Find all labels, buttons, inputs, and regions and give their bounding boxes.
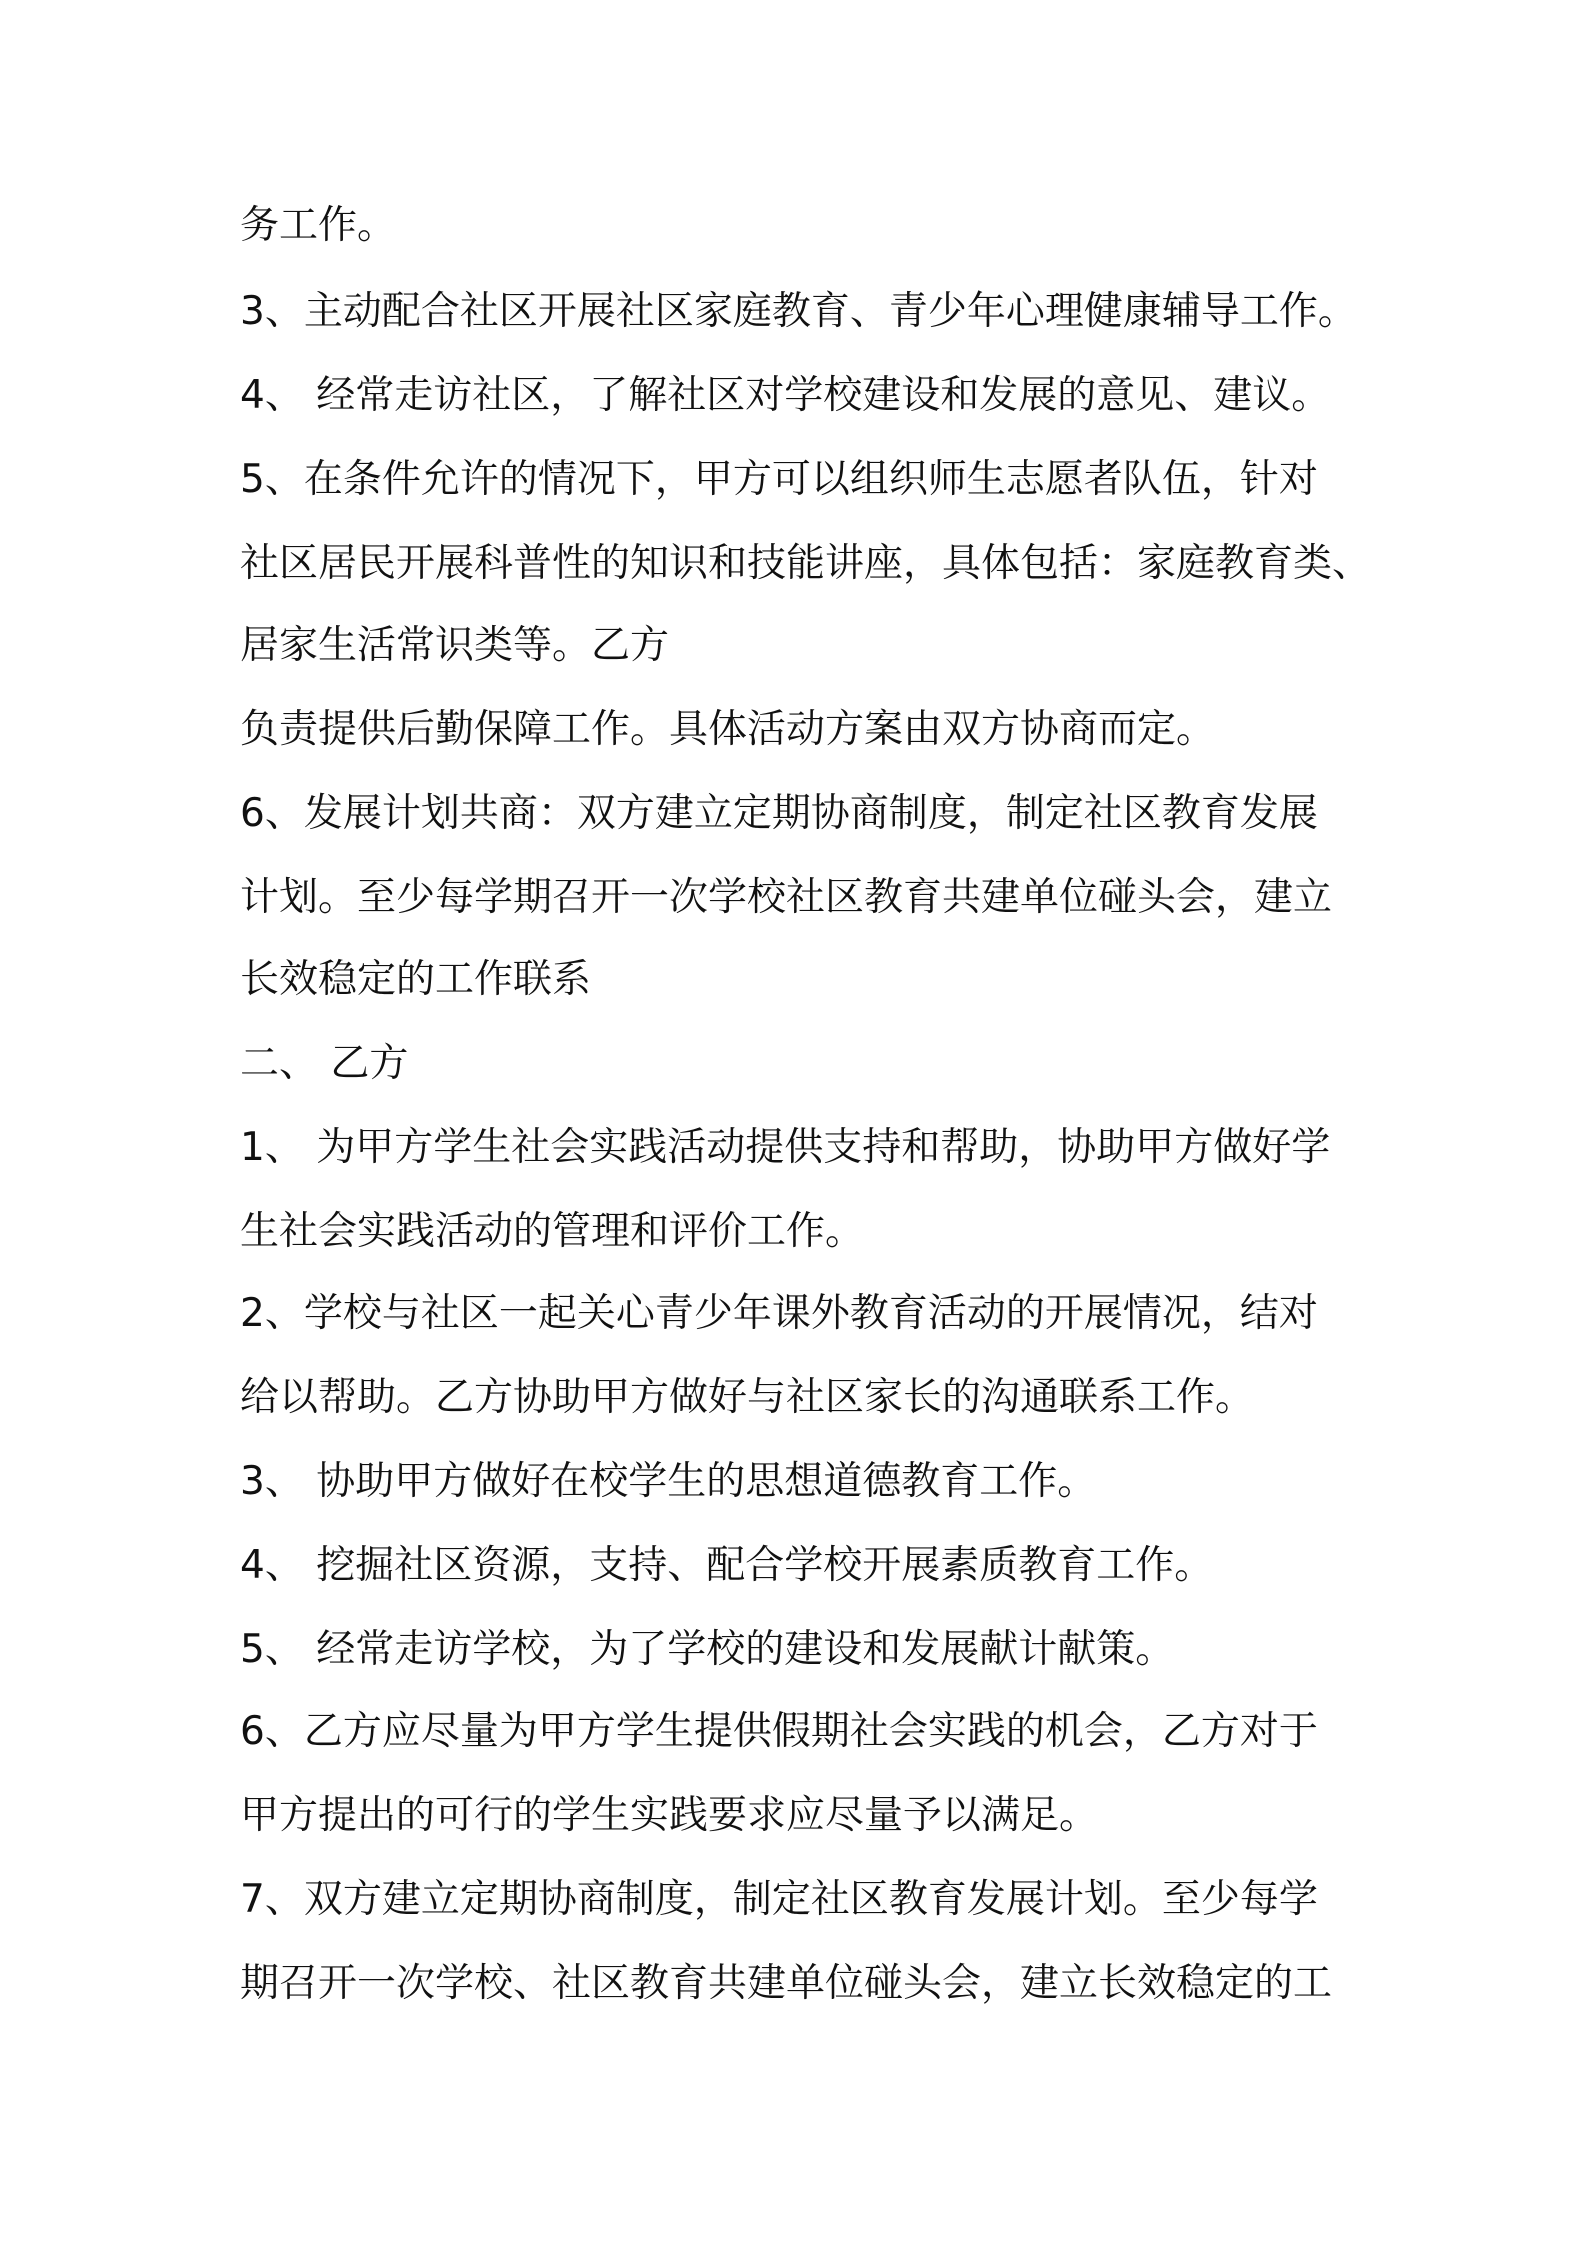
text-line: 居家生活常识类等。乙方 [240, 623, 670, 668]
text-line: 长效稳定的工作联系 [240, 957, 592, 1002]
text-line: 2、学校与社区一起关心青少年课外教育活动的开展情况，结对 [240, 1291, 1318, 1336]
text-line: 1、 为甲方学生社会实践活动提供支持和帮助，协助甲方做好学 [240, 1125, 1331, 1170]
text-line: 生社会实践活动的管理和评价工作。 [240, 1209, 865, 1254]
text-line: 7、双方建立定期协商制度，制定社区教育发展计划。至少每学 [240, 1877, 1318, 1922]
text-line: 5、 经常走访学校，为了学校的建设和发展献计献策。 [240, 1627, 1175, 1672]
text-line: 期召开一次学校、社区教育共建单位碰头会，建立长效稳定的工 [240, 1961, 1333, 2006]
text-line: 负责提供后勤保障工作。具体活动方案由双方协商而定。 [240, 707, 1216, 752]
text-line: 甲方提出的可行的学生实践要求应尽量予以满足。 [240, 1793, 1099, 1838]
text-line: 4、 挖掘社区资源，支持、配合学校开展素质教育工作。 [240, 1543, 1214, 1588]
text-line: 3、主动配合社区开展社区家庭教育、青少年心理健康辅导工作。 [240, 289, 1357, 334]
section-heading: 二、 乙方 [240, 1041, 409, 1086]
text-line: 4、 经常走访社区，了解社区对学校建设和发展的意见、建议。 [240, 373, 1331, 418]
text-line: 5、在条件允许的情况下，甲方可以组织师生志愿者队伍，针对 [240, 457, 1318, 502]
text-line: 6、发展计划共商：双方建立定期协商制度，制定社区教育发展 [240, 791, 1318, 836]
text-line: 给以帮助。乙方协助甲方做好与社区家长的沟通联系工作。 [240, 1375, 1255, 1420]
text-line: 3、 协助甲方做好在校学生的思想道德教育工作。 [240, 1459, 1097, 1504]
text-line: 6、乙方应尽量为甲方学生提供假期社会实践的机会，乙方对于 [240, 1709, 1318, 1754]
text-line: 社区居民开展科普性的知识和技能讲座，具体包括：家庭教育类、 [240, 541, 1372, 586]
text-line: 计划。至少每学期召开一次学校社区教育共建单位碰头会，建立 [240, 875, 1333, 920]
text-line: 务工作。 [240, 203, 397, 248]
